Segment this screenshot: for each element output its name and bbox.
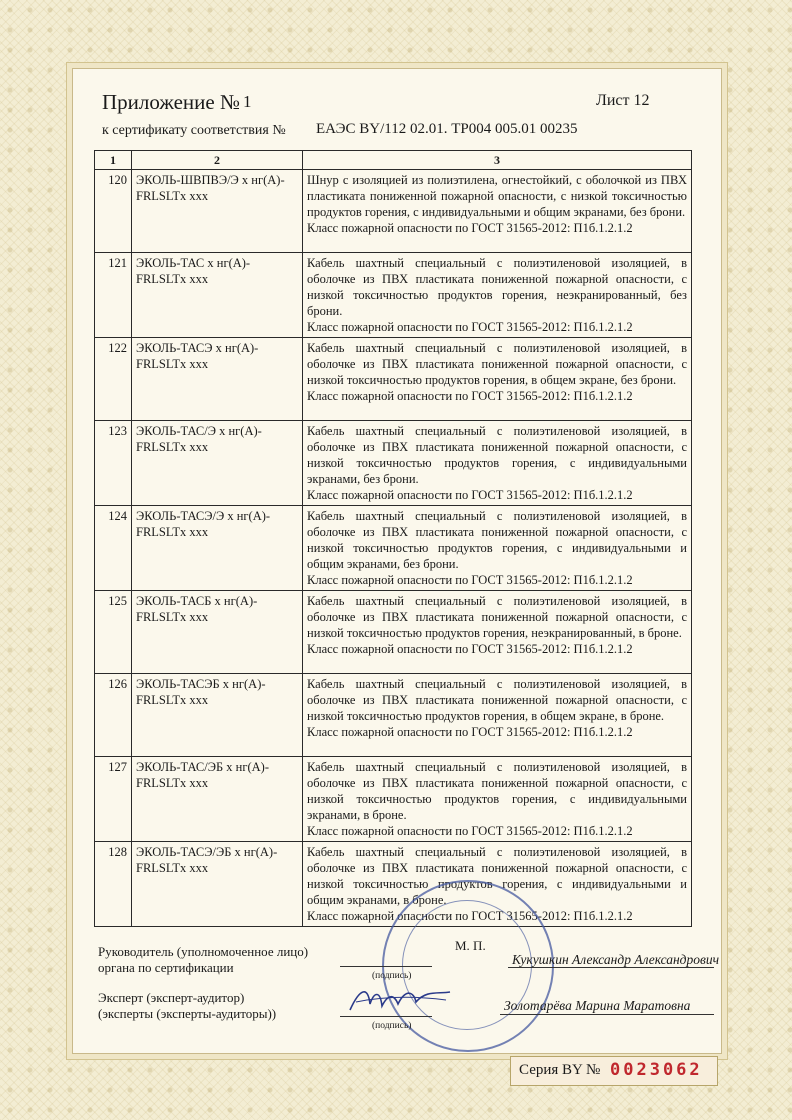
product-description: Кабель шахтный специальный с полиэтиленовой изоляцией, в оболочке из ПВХ пластиката пониженной пожарной опасности, с низкой токсичностью продуктов горения, с индивидуальными экранами, без брони. bbox=[307, 424, 687, 486]
table-row bbox=[95, 842, 692, 927]
fire-class: Класс пожарной опасности по ГОСТ 31565-2012: П1б.1.2.1.2 bbox=[307, 909, 633, 923]
product-description: Кабель шахтный специальный с полиэтиленовой изоляцией, в оболочке из ПВХ пластиката пониженной пожарной опасности, с низкой токсичностью продуктов горения, с индивидуальными экранами, в броне. bbox=[307, 760, 687, 822]
product-description-cell bbox=[303, 757, 692, 842]
head-label-line-1: Руководитель (уполномоченное лицо) bbox=[98, 944, 309, 959]
signature-caption: (подпись) bbox=[372, 971, 412, 981]
fire-class: Класс пожарной опасности по ГОСТ 31565-2012: П1б.1.2.1.2 bbox=[307, 221, 633, 235]
appendix-number: 1 bbox=[243, 92, 252, 111]
row-number: 126 bbox=[95, 674, 132, 757]
table-row bbox=[95, 421, 692, 506]
row-number: 120 bbox=[95, 170, 132, 253]
series-label: Серия BY № bbox=[519, 1062, 601, 1078]
table-header-row bbox=[95, 151, 692, 170]
series-box bbox=[510, 1056, 718, 1086]
row-number: 123 bbox=[95, 421, 132, 506]
fire-class: Класс пожарной опасности по ГОСТ 31565-2012: П1б.1.2.1.2 bbox=[307, 725, 633, 739]
expert-label-line-1: Эксперт (эксперт-аудитор) bbox=[98, 990, 245, 1005]
product-mark: ЭКОЛЬ-ТАСЭ х нг(А)-FRLSLTx ххх bbox=[132, 338, 303, 421]
product-description: Кабель шахтный специальный с полиэтиленовой изоляцией, в оболочке из ПВХ пластиката пониженной пожарной опасности, с низкой токсичностью продуктов горения, в общем экране, в броне. bbox=[307, 677, 687, 723]
table-row bbox=[95, 506, 692, 591]
expert-name: Золотарёва Марина Маратовна bbox=[504, 998, 691, 1013]
column-header: 3 bbox=[303, 151, 692, 170]
certificate-label: к сертификату соответствия № bbox=[102, 123, 286, 138]
table-row bbox=[95, 591, 692, 674]
product-mark: ЭКОЛЬ-ТАС/ЭБ х нг(А)-FRLSLTx ххх bbox=[132, 757, 303, 842]
head-name: Кукушкин Александр Александрович bbox=[512, 952, 720, 967]
product-description-cell bbox=[303, 253, 692, 338]
sheet-number: Лист 12 bbox=[596, 92, 650, 109]
product-description-cell bbox=[303, 674, 692, 757]
fire-class: Класс пожарной опасности по ГОСТ 31565-2012: П1б.1.2.1.2 bbox=[307, 389, 633, 403]
product-description: Кабель шахтный специальный с полиэтиленовой изоляцией, в оболочке из ПВХ пластиката пониженной пожарной опасности, с низкой токсичностью продуктов горения, неэкранированный, в броне. bbox=[307, 594, 687, 640]
product-description: Кабель шахтный специальный с полиэтиленовой изоляцией, в оболочке из ПВХ пластиката пониженной пожарной опасности, с низкой токсичностью продуктов горения, в общем экране, без брони. bbox=[307, 341, 687, 387]
product-mark: ЭКОЛЬ-ТАСБ х нг(А)-FRLSLTx ххх bbox=[132, 591, 303, 674]
signature-line bbox=[340, 1016, 432, 1017]
product-description: Шнур с изоляцией из полиэтилена, огнестойкий, с оболочкой из ПВХ пластиката пониженной пожарной опасности, с низкой токсичностью продуктов горения, с индивидуальными и общим экранами, без брони. bbox=[307, 173, 687, 219]
head-label-line-2: органа по сертификации bbox=[98, 960, 234, 975]
appendix-title: Приложение № bbox=[102, 90, 240, 114]
head-name-underline bbox=[508, 967, 714, 968]
fire-class: Класс пожарной опасности по ГОСТ 31565-2012: П1б.1.2.1.2 bbox=[307, 824, 633, 838]
product-description-cell bbox=[303, 421, 692, 506]
table-row bbox=[95, 674, 692, 757]
table-row bbox=[95, 170, 692, 253]
table-row bbox=[95, 338, 692, 421]
product-description-cell bbox=[303, 506, 692, 591]
product-mark: ЭКОЛЬ-ТАСЭБ х нг(А)-FRLSLTx ххх bbox=[132, 674, 303, 757]
products-table bbox=[94, 150, 692, 927]
expert-label-line-2: (эксперты (эксперты-аудиторы)) bbox=[98, 1006, 277, 1021]
product-mark: ЭКОЛЬ-ШВПВЭ/Э х нг(А)-FRLSLTx ххх bbox=[132, 170, 303, 253]
product-description-cell bbox=[303, 338, 692, 421]
product-description: Кабель шахтный специальный с полиэтиленовой изоляцией, в оболочке из ПВХ пластиката пониженной пожарной опасности, с низкой токсичностью продуктов горения, с индивидуальными и общим экранами, без брони. bbox=[307, 509, 687, 571]
row-number: 124 bbox=[95, 506, 132, 591]
fire-class: Класс пожарной опасности по ГОСТ 31565-2012: П1б.1.2.1.2 bbox=[307, 573, 633, 587]
product-description: Кабель шахтный специальный с полиэтиленовой изоляцией, в оболочке из ПВХ пластиката пониженной пожарной опасности, с низкой токсичностью продуктов горения, неэкранированный, без брони. bbox=[307, 256, 687, 318]
product-mark: ЭКОЛЬ-ТАС/Э х нг(А)-FRLSLTx ххх bbox=[132, 421, 303, 506]
fire-class: Класс пожарной опасности по ГОСТ 31565-2012: П1б.1.2.1.2 bbox=[307, 642, 633, 656]
series-number: 0023062 bbox=[610, 1060, 703, 1080]
expert-name-underline bbox=[500, 1014, 714, 1015]
signature-caption: (подпись) bbox=[372, 1021, 412, 1031]
product-description: Кабель шахтный специальный с полиэтиленовой изоляцией, в оболочке из ПВХ пластиката пониженной пожарной опасности, с низкой токсичностью продуктов горения, с индивидуальными и общим экранами, в броне. bbox=[307, 845, 687, 907]
stamp-place-label: М. П. bbox=[455, 938, 486, 953]
row-number: 121 bbox=[95, 253, 132, 338]
column-header: 2 bbox=[132, 151, 303, 170]
product-mark: ЭКОЛЬ-ТАСЭ/ЭБ х нг(А)-FRLSLTx ххх bbox=[132, 842, 303, 927]
fire-class: Класс пожарной опасности по ГОСТ 31565-2012: П1б.1.2.1.2 bbox=[307, 488, 633, 502]
product-description-cell bbox=[303, 591, 692, 674]
certificate-number: ЕАЭС BY/112 02.01. ТР004 005.01 00235 bbox=[316, 121, 578, 137]
product-description-cell bbox=[303, 170, 692, 253]
product-mark: ЭКОЛЬ-ТАСЭ/Э х нг(А)-FRLSLTx ххх bbox=[132, 506, 303, 591]
row-number: 125 bbox=[95, 591, 132, 674]
expert-signature-icon bbox=[346, 982, 458, 1018]
table-row bbox=[95, 253, 692, 338]
row-number: 128 bbox=[95, 842, 132, 927]
fire-class: Класс пожарной опасности по ГОСТ 31565-2012: П1б.1.2.1.2 bbox=[307, 320, 633, 334]
table-row bbox=[95, 757, 692, 842]
row-number: 122 bbox=[95, 338, 132, 421]
signature-line bbox=[340, 966, 432, 967]
row-number: 127 bbox=[95, 757, 132, 842]
column-header: 1 bbox=[95, 151, 132, 170]
product-mark: ЭКОЛЬ-ТАС х нг(А)-FRLSLTx ххх bbox=[132, 253, 303, 338]
